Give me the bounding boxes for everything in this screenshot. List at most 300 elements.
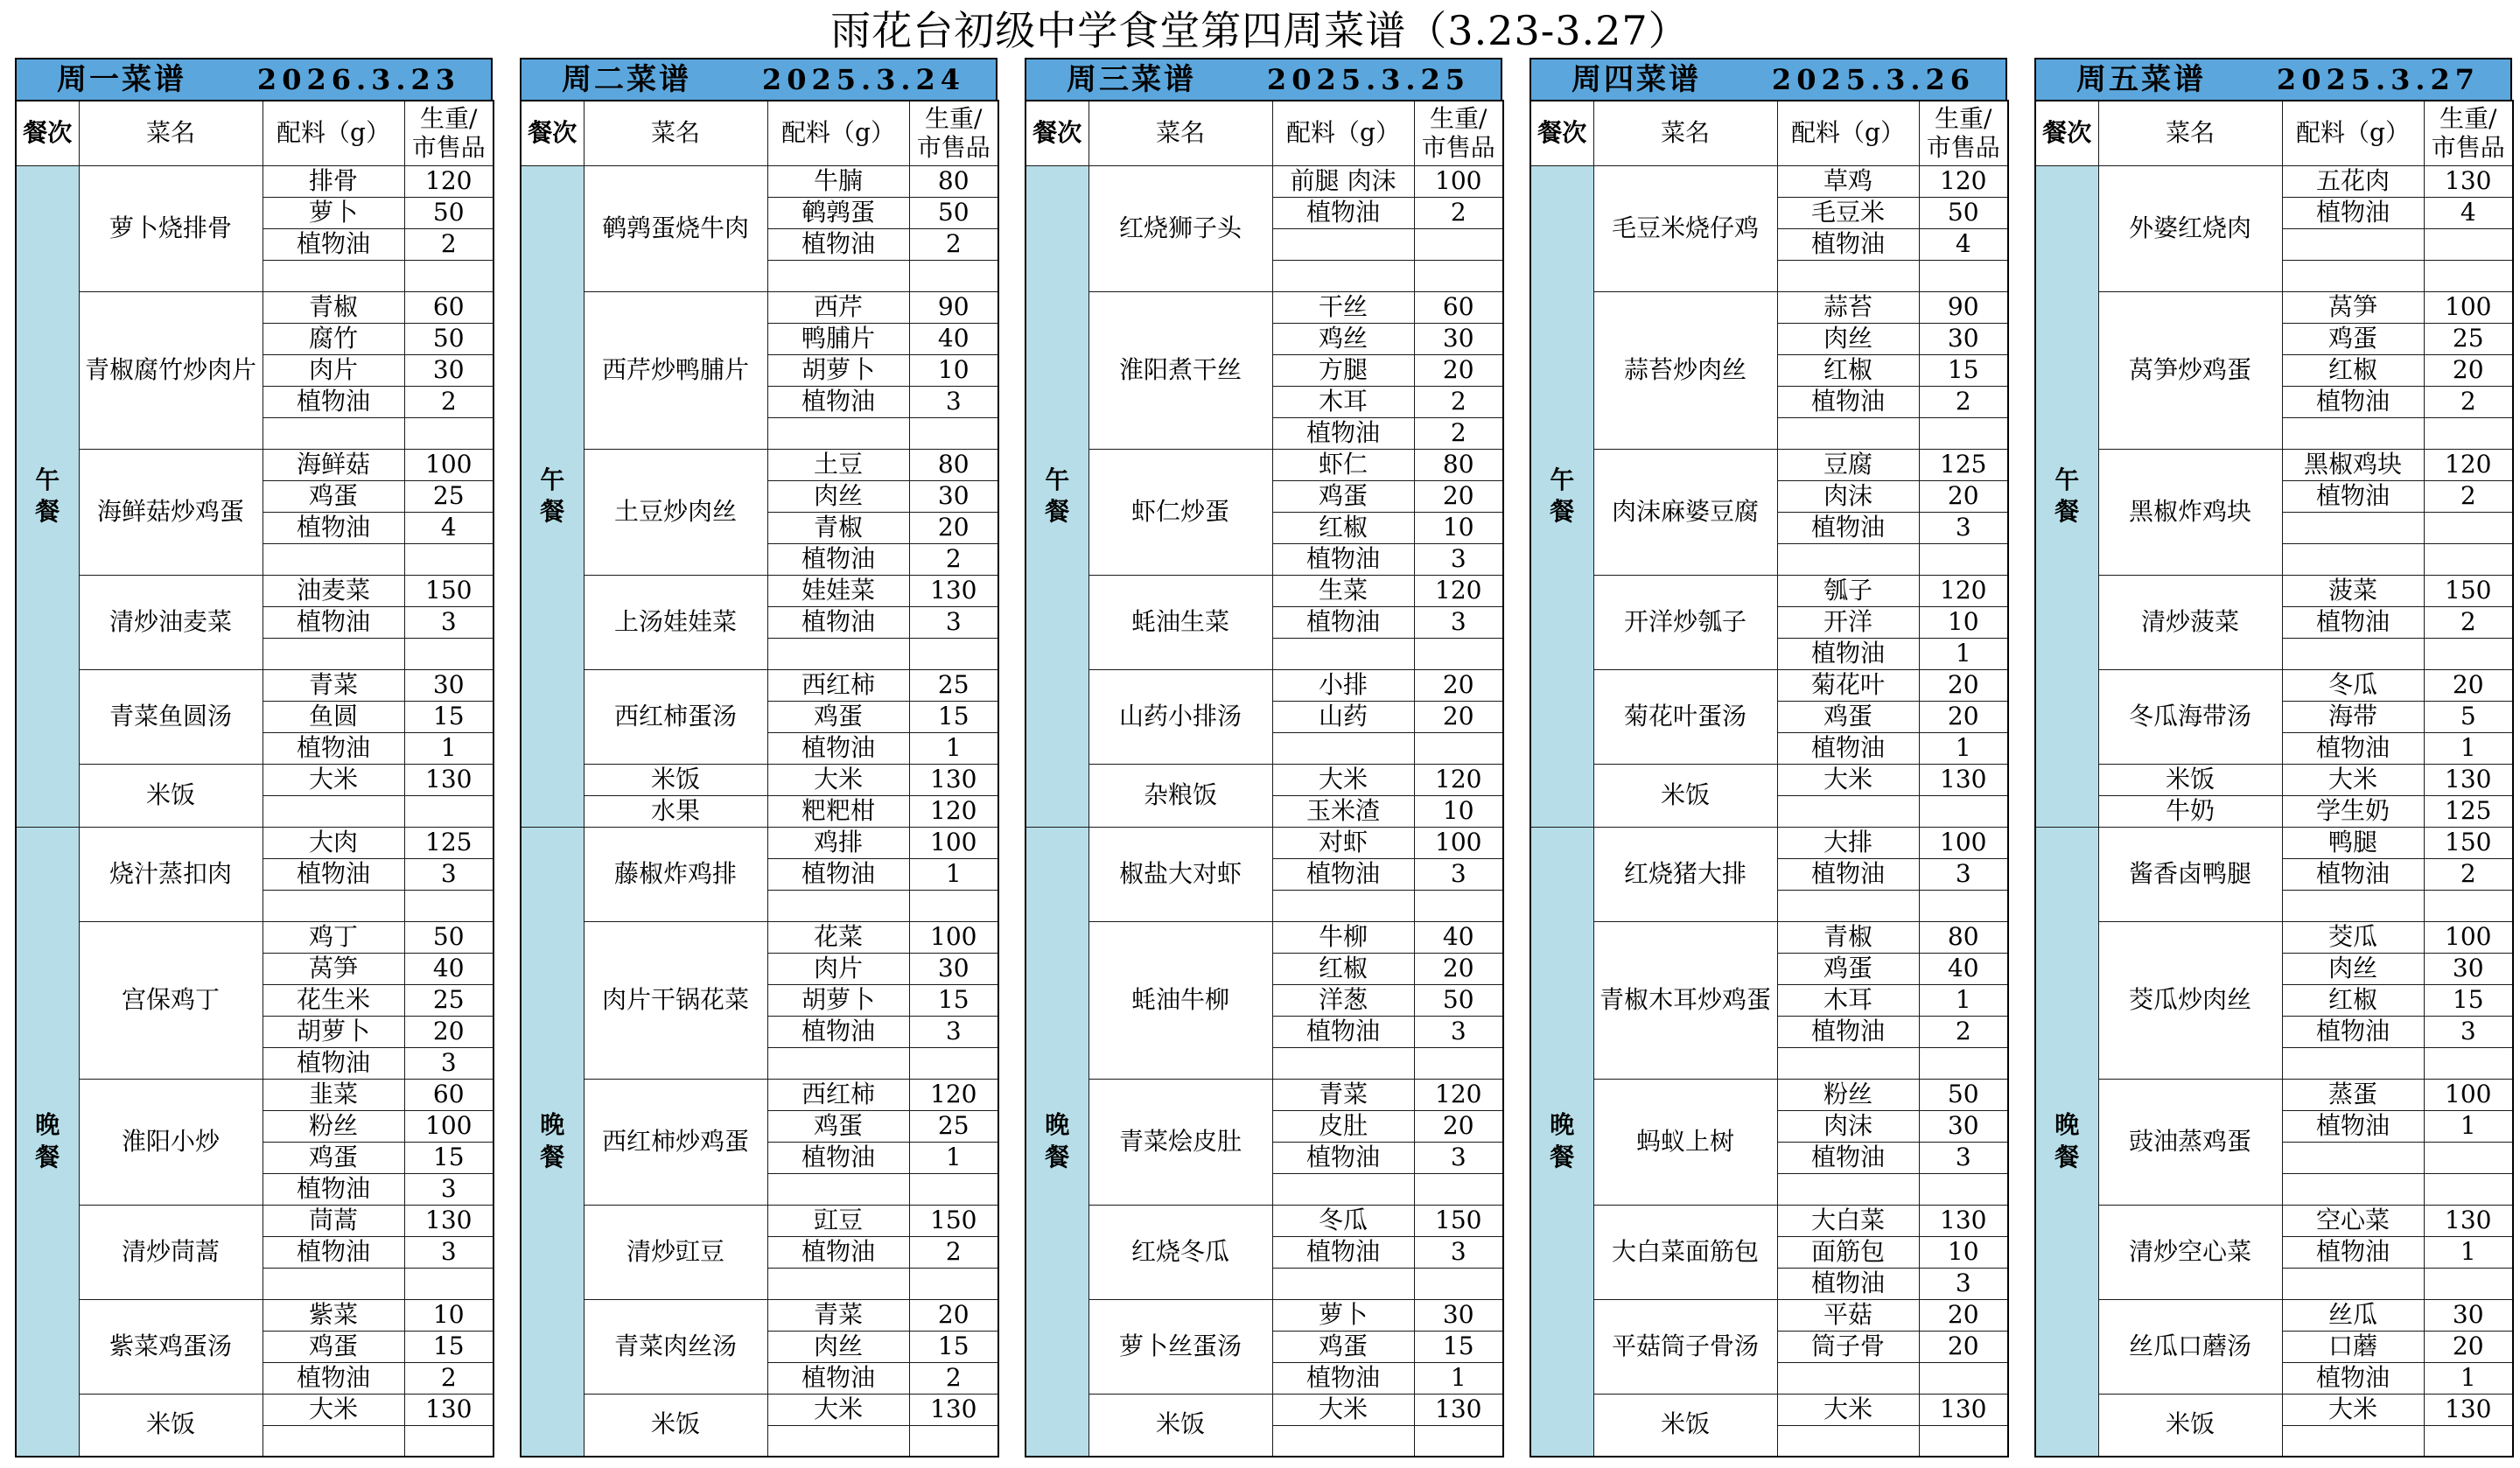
dish-name-cell: 冬瓜海带汤 bbox=[2098, 669, 2282, 764]
ingredient-cell: 植物油 bbox=[1272, 417, 1414, 449]
column-header-dish: 菜名 bbox=[1088, 101, 1272, 165]
ingredient-cell bbox=[2282, 1142, 2424, 1173]
ingredient-cell: 肉沫 bbox=[1777, 1110, 1919, 1142]
ingredient-cell: 植物油 bbox=[1272, 1236, 1414, 1268]
table-row bbox=[1026, 921, 1503, 953]
dish-name-cell: 青菜烩皮肚 bbox=[1088, 1079, 1272, 1205]
amount-cell: 60 bbox=[1414, 291, 1503, 323]
day-title: 周一菜谱 bbox=[57, 62, 186, 97]
dish-name-cell: 黑椒炸鸡块 bbox=[2098, 449, 2282, 575]
ingredient-cell: 红椒 bbox=[2282, 984, 2424, 1016]
amount-cell bbox=[2424, 1268, 2513, 1299]
dish-name-cell: 虾仁炒蛋 bbox=[1088, 449, 1272, 575]
amount-cell: 130 bbox=[1919, 764, 2008, 795]
amount-cell: 5 bbox=[2424, 701, 2513, 732]
ingredient-cell: 空心菜 bbox=[2282, 1205, 2424, 1236]
ingredient-cell: 青菜 bbox=[262, 669, 404, 701]
amount-cell: 20 bbox=[909, 1299, 998, 1331]
amount-cell bbox=[1919, 795, 2008, 827]
ingredient-cell: 莴笋 bbox=[262, 953, 404, 984]
table-row bbox=[1530, 669, 2008, 701]
ingredient-cell: 冬瓜 bbox=[1272, 1205, 1414, 1236]
ingredient-cell bbox=[767, 417, 909, 449]
ingredient-cell: 韭菜 bbox=[262, 1079, 404, 1110]
ingredient-cell: 大米 bbox=[1777, 1394, 1919, 1425]
dish-name-cell: 淮阳小炒 bbox=[79, 1079, 262, 1205]
amount-cell: 120 bbox=[1919, 575, 2008, 606]
day-date: 2025.3.27 bbox=[2276, 63, 2481, 96]
ingredient-cell: 大米 bbox=[767, 1394, 909, 1425]
amount-cell: 2 bbox=[1919, 386, 2008, 417]
dish-name-cell: 米饭 bbox=[2098, 764, 2282, 795]
dish-name-cell: 毛豆米烧仔鸡 bbox=[1593, 165, 1777, 291]
ingredient-cell: 冬瓜 bbox=[2282, 669, 2424, 701]
dish-name-cell: 青椒木耳炒鸡蛋 bbox=[1593, 921, 1777, 1079]
day-date: 2026.3.23 bbox=[256, 63, 461, 96]
ingredient-cell bbox=[1777, 543, 1919, 575]
amount-cell bbox=[1919, 543, 2008, 575]
day-header-band bbox=[1530, 58, 2007, 100]
amount-cell: 60 bbox=[404, 291, 494, 323]
ingredient-cell: 粉丝 bbox=[1777, 1079, 1919, 1110]
amount-cell: 100 bbox=[404, 1110, 494, 1142]
amount-cell: 3 bbox=[1414, 1142, 1503, 1173]
ingredient-cell: 学生奶 bbox=[2282, 795, 2424, 827]
ingredient-cell bbox=[1272, 260, 1414, 291]
day-menu-table bbox=[15, 58, 493, 1458]
ingredient-cell bbox=[767, 1173, 909, 1205]
table-row bbox=[2035, 827, 2513, 858]
amount-cell: 120 bbox=[1414, 575, 1503, 606]
ingredient-cell: 腐竹 bbox=[262, 323, 404, 354]
table-row bbox=[1530, 1394, 2008, 1425]
ingredient-cell bbox=[262, 543, 404, 575]
menu-grid bbox=[2034, 100, 2514, 1458]
column-header-meal: 餐次 bbox=[16, 101, 79, 165]
ingredient-cell: 红椒 bbox=[1777, 354, 1919, 386]
dish-name-cell: 蚂蚁上树 bbox=[1593, 1079, 1777, 1205]
amount-cell: 2 bbox=[404, 1362, 494, 1394]
dish-name-cell: 红烧猪大排 bbox=[1593, 827, 1777, 921]
ingredient-cell: 海带 bbox=[2282, 701, 2424, 732]
dish-name-cell: 大白菜面筋包 bbox=[1593, 1205, 1777, 1299]
table-row bbox=[1026, 1394, 1503, 1425]
amount-cell: 40 bbox=[1414, 921, 1503, 953]
ingredient-cell: 丝瓜 bbox=[2282, 1299, 2424, 1331]
ingredient-cell bbox=[262, 795, 404, 827]
amount-cell: 20 bbox=[1919, 701, 2008, 732]
ingredient-cell: 牛柳 bbox=[1272, 921, 1414, 953]
table-row bbox=[1530, 1299, 2008, 1331]
ingredient-cell bbox=[262, 638, 404, 669]
ingredient-cell: 植物油 bbox=[767, 1016, 909, 1047]
ingredient-cell: 豆腐 bbox=[1777, 449, 1919, 480]
column-header-ingredients: 配料（g） bbox=[262, 101, 404, 165]
meal-period-label: 晚餐 bbox=[1045, 1110, 1070, 1171]
amount-cell bbox=[404, 795, 494, 827]
ingredient-cell bbox=[1777, 795, 1919, 827]
ingredient-cell bbox=[2282, 260, 2424, 291]
ingredient-cell bbox=[2282, 1047, 2424, 1079]
amount-cell: 2 bbox=[1414, 417, 1503, 449]
meal-period-cell bbox=[1530, 827, 1593, 1457]
ingredient-cell bbox=[2282, 417, 2424, 449]
amount-cell: 50 bbox=[404, 323, 494, 354]
ingredient-cell bbox=[1272, 890, 1414, 921]
ingredient-cell: 瓠子 bbox=[1777, 575, 1919, 606]
column-header-group bbox=[1530, 101, 2008, 165]
amount-cell: 20 bbox=[1919, 1331, 2008, 1362]
dish-name-cell: 藤椒炸鸡排 bbox=[584, 827, 767, 921]
ingredient-cell: 红椒 bbox=[1272, 953, 1414, 984]
amount-cell: 3 bbox=[1414, 1236, 1503, 1268]
ingredient-cell bbox=[1777, 1425, 1919, 1457]
table-row bbox=[1530, 165, 2008, 197]
ingredient-cell: 大米 bbox=[2282, 1394, 2424, 1425]
column-header-meal: 餐次 bbox=[1530, 101, 1593, 165]
column-header-weight-line: 生重/ bbox=[420, 103, 478, 133]
ingredient-cell: 木耳 bbox=[1272, 386, 1414, 417]
dish-name-cell: 米饭 bbox=[1593, 764, 1777, 827]
amount-cell: 2 bbox=[909, 1236, 998, 1268]
ingredient-cell: 蒸蛋 bbox=[2282, 1079, 2424, 1110]
table-row bbox=[2035, 1205, 2513, 1236]
ingredient-cell: 胡萝卜 bbox=[262, 1016, 404, 1047]
table-row bbox=[521, 449, 998, 480]
amount-cell bbox=[2424, 638, 2513, 669]
day-header-band bbox=[1025, 58, 1502, 100]
amount-cell: 15 bbox=[404, 1331, 494, 1362]
ingredient-cell: 植物油 bbox=[2282, 197, 2424, 228]
ingredient-cell: 娃娃菜 bbox=[767, 575, 909, 606]
amount-cell: 2 bbox=[2424, 858, 2513, 890]
table-row bbox=[1530, 575, 2008, 606]
amount-cell: 30 bbox=[1919, 323, 2008, 354]
table-row bbox=[16, 1079, 494, 1110]
ingredient-cell: 草鸡 bbox=[1777, 165, 1919, 197]
ingredient-cell: 花菜 bbox=[767, 921, 909, 953]
column-header-ingredients: 配料（g） bbox=[1272, 101, 1414, 165]
amount-cell bbox=[2424, 417, 2513, 449]
column-header-weight bbox=[1414, 101, 1503, 165]
amount-cell: 120 bbox=[1414, 1079, 1503, 1110]
meal-period-cell bbox=[2035, 165, 2098, 827]
amount-cell: 15 bbox=[1414, 1331, 1503, 1362]
amount-cell bbox=[1919, 1173, 2008, 1205]
dish-name-cell: 蚝油牛柳 bbox=[1088, 921, 1272, 1079]
amount-cell bbox=[404, 638, 494, 669]
ingredient-cell: 海鲜菇 bbox=[262, 449, 404, 480]
meal-period-label: 午餐 bbox=[35, 465, 60, 526]
column-header-dish: 菜名 bbox=[1593, 101, 1777, 165]
amount-cell bbox=[909, 1268, 998, 1299]
dish-name-cell: 椒盐大对虾 bbox=[1088, 827, 1272, 921]
amount-cell: 40 bbox=[404, 953, 494, 984]
table-row bbox=[2035, 1299, 2513, 1331]
amount-cell bbox=[2424, 1142, 2513, 1173]
ingredient-cell: 五花肉 bbox=[2282, 165, 2424, 197]
column-header-row bbox=[521, 101, 998, 165]
column-header-group bbox=[521, 101, 998, 165]
amount-cell bbox=[404, 260, 494, 291]
amount-cell bbox=[909, 638, 998, 669]
amount-cell: 90 bbox=[909, 291, 998, 323]
amount-cell: 100 bbox=[1414, 827, 1503, 858]
ingredient-cell: 鸭脯片 bbox=[767, 323, 909, 354]
dish-name-cell: 淮阳煮干丝 bbox=[1088, 291, 1272, 449]
dish-name-cell: 酱香卤鸭腿 bbox=[2098, 827, 2282, 921]
table-row bbox=[521, 921, 998, 953]
amount-cell: 2 bbox=[2424, 480, 2513, 512]
menu-grid bbox=[1025, 100, 1504, 1458]
ingredient-cell: 小排 bbox=[1272, 669, 1414, 701]
amount-cell: 10 bbox=[1414, 512, 1503, 543]
menu-body bbox=[1026, 165, 1503, 1457]
ingredient-cell bbox=[1272, 1425, 1414, 1457]
ingredient-cell bbox=[767, 890, 909, 921]
amount-cell: 1 bbox=[909, 1142, 998, 1173]
ingredient-cell bbox=[767, 1425, 909, 1457]
ingredient-cell: 植物油 bbox=[1777, 638, 1919, 669]
menu-body bbox=[2035, 165, 2513, 1457]
table-row bbox=[1026, 165, 1503, 197]
day-menu-table bbox=[2034, 58, 2512, 1458]
dish-name-cell: 海鲜菇炒鸡蛋 bbox=[79, 449, 262, 575]
ingredient-cell: 牛腩 bbox=[767, 165, 909, 197]
column-header-group bbox=[1026, 101, 1503, 165]
column-header-weight bbox=[909, 101, 998, 165]
table-row bbox=[521, 575, 998, 606]
table-row bbox=[16, 291, 494, 323]
table-row bbox=[1026, 1299, 1503, 1331]
dish-name-cell: 清炒菠菜 bbox=[2098, 575, 2282, 669]
ingredient-cell: 植物油 bbox=[262, 858, 404, 890]
amount-cell: 2 bbox=[404, 228, 494, 260]
dish-name-cell: 上汤娃娃菜 bbox=[584, 575, 767, 669]
table-row bbox=[2035, 764, 2513, 795]
amount-cell: 100 bbox=[909, 827, 998, 858]
amount-cell: 130 bbox=[1919, 1205, 2008, 1236]
table-row bbox=[16, 1205, 494, 1236]
column-header-weight bbox=[404, 101, 494, 165]
ingredient-cell: 粑粑柑 bbox=[767, 795, 909, 827]
amount-cell: 1 bbox=[2424, 1362, 2513, 1394]
amount-cell bbox=[909, 890, 998, 921]
meal-period-label: 晚餐 bbox=[540, 1110, 565, 1171]
amount-cell bbox=[909, 1425, 998, 1457]
amount-cell: 15 bbox=[1919, 354, 2008, 386]
ingredient-cell: 植物油 bbox=[767, 858, 909, 890]
day-header-band bbox=[2034, 58, 2512, 100]
table-row bbox=[2035, 1079, 2513, 1110]
meal-period-label: 午餐 bbox=[1045, 465, 1070, 526]
ingredient-cell: 木耳 bbox=[1777, 984, 1919, 1016]
amount-cell: 150 bbox=[2424, 827, 2513, 858]
column-header-ingredients: 配料（g） bbox=[767, 101, 909, 165]
ingredient-cell: 鸡蛋 bbox=[1272, 480, 1414, 512]
ingredient-cell: 对虾 bbox=[1272, 827, 1414, 858]
amount-cell: 90 bbox=[1919, 291, 2008, 323]
ingredient-cell: 植物油 bbox=[1777, 386, 1919, 417]
amount-cell: 20 bbox=[1414, 669, 1503, 701]
column-header-meal: 餐次 bbox=[1026, 101, 1088, 165]
day-header-band bbox=[15, 58, 493, 100]
amount-cell: 1 bbox=[1919, 732, 2008, 764]
column-header-weight-line: 市售品 bbox=[1926, 133, 2000, 163]
ingredient-cell: 前腿 肉沫 bbox=[1272, 165, 1414, 197]
ingredient-cell: 植物油 bbox=[262, 1047, 404, 1079]
column-header-meal: 餐次 bbox=[521, 101, 584, 165]
amount-cell: 80 bbox=[1919, 921, 2008, 953]
table-row bbox=[2035, 575, 2513, 606]
table-row bbox=[1530, 921, 2008, 953]
dish-name-cell: 山药小排汤 bbox=[1088, 669, 1272, 764]
ingredient-cell: 开洋 bbox=[1777, 606, 1919, 638]
ingredient-cell bbox=[767, 260, 909, 291]
amount-cell: 1 bbox=[909, 858, 998, 890]
ingredient-cell: 植物油 bbox=[262, 1362, 404, 1394]
ingredient-cell: 西红柿 bbox=[767, 1079, 909, 1110]
amount-cell: 3 bbox=[1414, 1016, 1503, 1047]
meal-period-label: 午餐 bbox=[540, 465, 565, 526]
dish-name-cell: 西红柿炒鸡蛋 bbox=[584, 1079, 767, 1205]
amount-cell: 15 bbox=[2424, 984, 2513, 1016]
amount-cell: 3 bbox=[1414, 543, 1503, 575]
dish-name-cell: 萝卜丝蛋汤 bbox=[1088, 1299, 1272, 1394]
day-menu-table bbox=[1530, 58, 2007, 1458]
ingredient-cell bbox=[1272, 228, 1414, 260]
amount-cell bbox=[1414, 638, 1503, 669]
column-header-row bbox=[16, 101, 494, 165]
ingredient-cell: 植物油 bbox=[1777, 228, 1919, 260]
amount-cell: 100 bbox=[909, 921, 998, 953]
ingredient-cell: 粉丝 bbox=[262, 1110, 404, 1142]
table-row bbox=[1530, 291, 2008, 323]
amount-cell: 20 bbox=[1919, 1299, 2008, 1331]
ingredient-cell: 大米 bbox=[262, 764, 404, 795]
ingredient-cell: 大米 bbox=[2282, 764, 2424, 795]
amount-cell bbox=[1919, 1425, 2008, 1457]
amount-cell bbox=[1919, 260, 2008, 291]
meal-period-label: 午餐 bbox=[2054, 465, 2080, 526]
amount-cell: 130 bbox=[404, 764, 494, 795]
ingredient-cell bbox=[767, 638, 909, 669]
ingredient-cell: 植物油 bbox=[262, 228, 404, 260]
amount-cell: 25 bbox=[404, 480, 494, 512]
amount-cell: 2 bbox=[1919, 1016, 2008, 1047]
table-row bbox=[1026, 764, 1503, 795]
dish-name-cell: 清炒油麦菜 bbox=[79, 575, 262, 669]
amount-cell: 3 bbox=[404, 858, 494, 890]
dish-name-cell: 鹌鹑蛋烧牛肉 bbox=[584, 165, 767, 291]
amount-cell: 125 bbox=[404, 827, 494, 858]
amount-cell: 30 bbox=[2424, 953, 2513, 984]
dish-name-cell: 清炒空心菜 bbox=[2098, 1205, 2282, 1299]
ingredient-cell: 毛豆米 bbox=[1777, 197, 1919, 228]
ingredient-cell: 排骨 bbox=[262, 165, 404, 197]
ingredient-cell: 植物油 bbox=[262, 512, 404, 543]
column-header-row bbox=[1530, 101, 2008, 165]
amount-cell: 50 bbox=[1919, 197, 2008, 228]
amount-cell: 50 bbox=[1919, 1079, 2008, 1110]
column-header-weight-line: 市售品 bbox=[916, 133, 990, 163]
table-row bbox=[521, 1299, 998, 1331]
amount-cell: 1 bbox=[2424, 732, 2513, 764]
day-date: 2025.3.24 bbox=[761, 63, 966, 96]
amount-cell bbox=[2424, 1173, 2513, 1205]
amount-cell: 3 bbox=[909, 386, 998, 417]
ingredient-cell: 黑椒鸡块 bbox=[2282, 449, 2424, 480]
ingredient-cell: 胡萝卜 bbox=[767, 354, 909, 386]
table-row bbox=[521, 795, 998, 827]
ingredient-cell: 鸡蛋 bbox=[767, 1110, 909, 1142]
ingredient-cell: 鱼圆 bbox=[262, 701, 404, 732]
ingredient-cell: 洋葱 bbox=[1272, 984, 1414, 1016]
column-header-group bbox=[16, 101, 494, 165]
amount-cell bbox=[909, 1047, 998, 1079]
amount-cell: 150 bbox=[2424, 575, 2513, 606]
table-row bbox=[16, 827, 494, 858]
day-menu-table bbox=[520, 58, 998, 1458]
ingredient-cell: 植物油 bbox=[1777, 512, 1919, 543]
amount-cell: 3 bbox=[1414, 858, 1503, 890]
dish-name-cell: 蒜苔炒肉丝 bbox=[1593, 291, 1777, 449]
amount-cell bbox=[1414, 1268, 1503, 1299]
amount-cell bbox=[1414, 260, 1503, 291]
ingredient-cell: 植物油 bbox=[1272, 543, 1414, 575]
column-header-weight bbox=[2424, 101, 2513, 165]
table-row bbox=[521, 1205, 998, 1236]
day-title: 周五菜谱 bbox=[2076, 62, 2206, 97]
meal-period-cell bbox=[16, 165, 79, 827]
amount-cell: 120 bbox=[404, 165, 494, 197]
ingredient-cell: 肉沫 bbox=[1777, 480, 1919, 512]
amount-cell: 130 bbox=[1414, 1394, 1503, 1425]
amount-cell: 80 bbox=[1414, 449, 1503, 480]
table-row bbox=[1026, 1079, 1503, 1110]
amount-cell: 100 bbox=[2424, 1079, 2513, 1110]
meal-period-cell bbox=[2035, 827, 2098, 1457]
ingredient-cell: 大米 bbox=[1777, 764, 1919, 795]
column-header-ingredients: 配料（g） bbox=[2282, 101, 2424, 165]
ingredient-cell: 鹌鹑蛋 bbox=[767, 197, 909, 228]
ingredient-cell: 鸡蛋 bbox=[2282, 323, 2424, 354]
column-header-meal: 餐次 bbox=[2035, 101, 2098, 165]
amount-cell: 20 bbox=[404, 1016, 494, 1047]
amount-cell bbox=[1414, 1047, 1503, 1079]
dish-name-cell: 米饭 bbox=[79, 764, 262, 827]
amount-cell bbox=[2424, 543, 2513, 575]
dish-name-cell: 肉片干锅花菜 bbox=[584, 921, 767, 1079]
ingredient-cell: 鸡排 bbox=[767, 827, 909, 858]
dish-name-cell: 红烧冬瓜 bbox=[1088, 1205, 1272, 1299]
amount-cell: 1 bbox=[2424, 1236, 2513, 1268]
amount-cell: 15 bbox=[909, 701, 998, 732]
ingredient-cell: 花生米 bbox=[262, 984, 404, 1016]
ingredient-cell bbox=[262, 1268, 404, 1299]
meal-period-cell bbox=[1026, 165, 1088, 827]
amount-cell: 20 bbox=[2424, 1331, 2513, 1362]
meal-period-cell bbox=[1530, 165, 1593, 827]
amount-cell bbox=[2424, 512, 2513, 543]
amount-cell: 4 bbox=[1919, 228, 2008, 260]
amount-cell: 15 bbox=[404, 701, 494, 732]
amount-cell bbox=[909, 1173, 998, 1205]
amount-cell: 3 bbox=[2424, 1016, 2513, 1047]
table-row bbox=[16, 1394, 494, 1425]
menu-body bbox=[16, 165, 494, 1457]
ingredient-cell: 青菜 bbox=[767, 1299, 909, 1331]
